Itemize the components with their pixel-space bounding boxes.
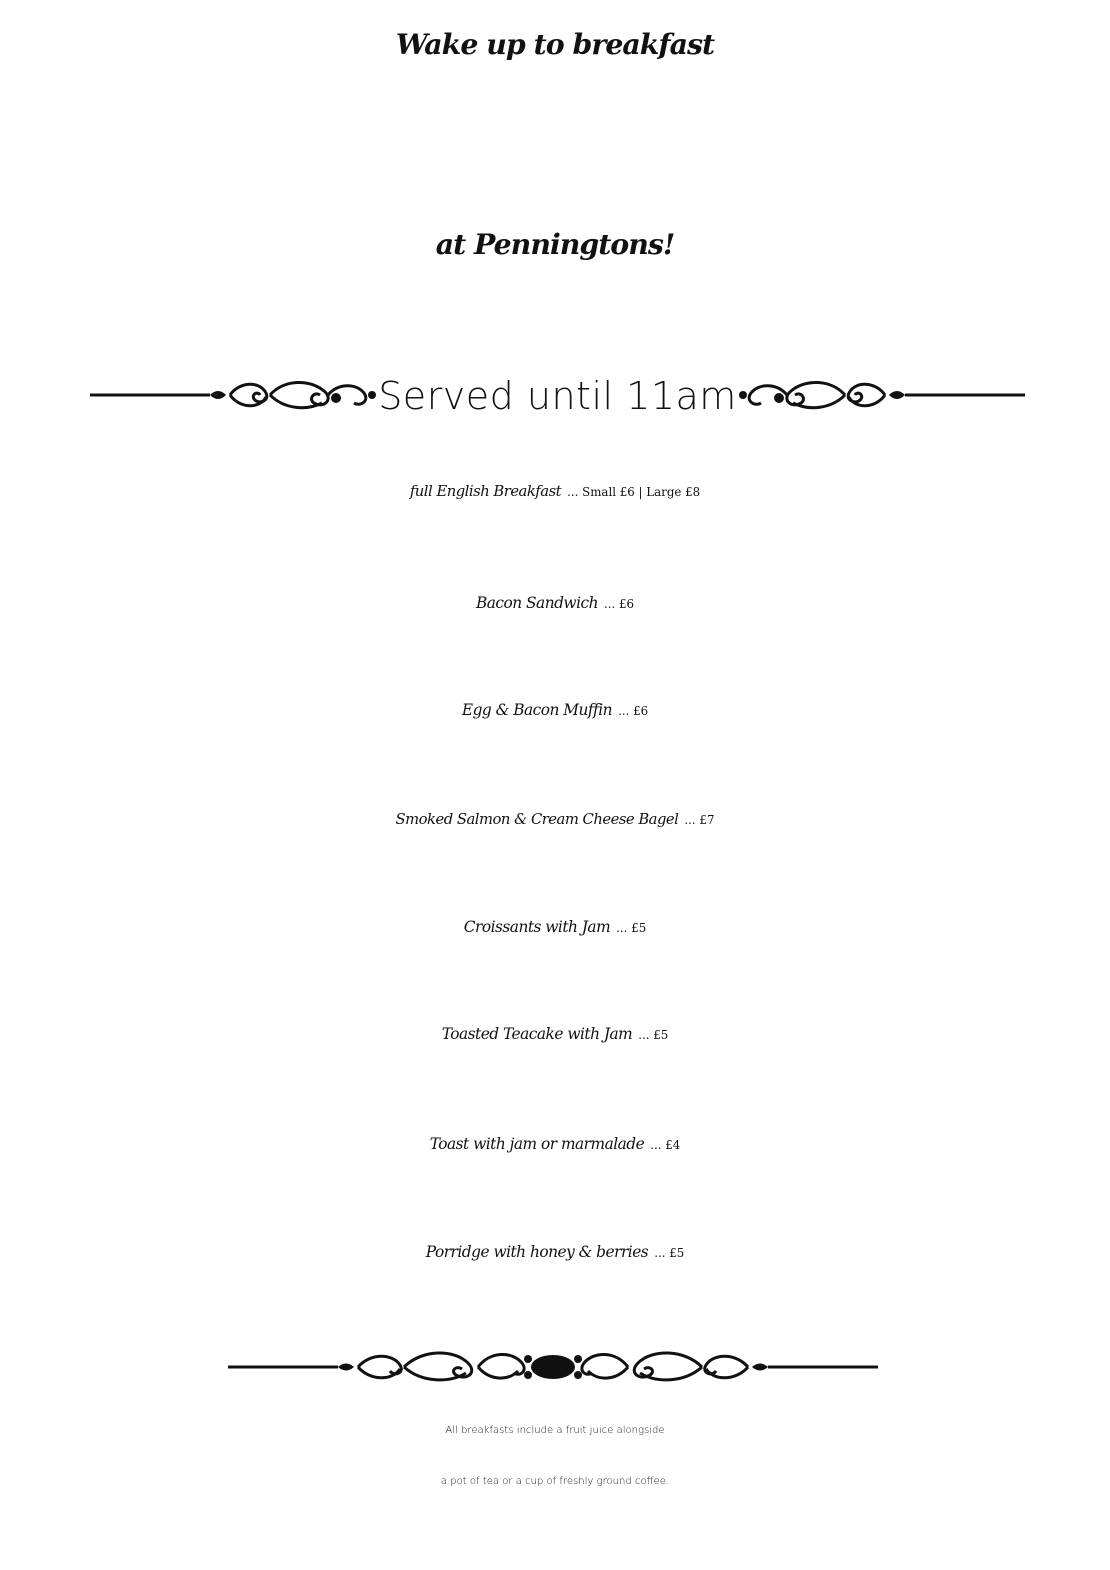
menu-item — [0, 484, 1110, 500]
menu-item — [0, 812, 1110, 828]
menu-item-name: Toast with jam or marmalade — [429, 1135, 645, 1153]
menu-item-name: Porridge with honey & berries — [425, 1243, 649, 1261]
menu-item-price: ... £6 — [618, 704, 649, 718]
bottom-flourish-icon — [228, 1345, 878, 1389]
menu-title-line-1: Wake up to breakfast — [395, 27, 715, 61]
menu-item — [0, 703, 1110, 719]
menu-item-name: Bacon Sandwich — [475, 594, 598, 612]
menu-item — [0, 920, 1110, 936]
menu-item-price: ... £7 — [684, 813, 715, 827]
menu-title-line-2: at Penningtons! — [435, 227, 675, 261]
menu-item — [0, 1245, 1110, 1261]
menu-item — [0, 1027, 1110, 1043]
menu-item-price: ... Small £6 | Large £8 — [567, 485, 701, 499]
right-flourish-icon — [735, 370, 1025, 420]
menu-item-name: full English Breakfast — [409, 483, 562, 500]
served-until-text: Served until 11am — [378, 374, 737, 418]
menu-item-price: ... £4 — [650, 1138, 681, 1152]
menu-item-name: Smoked Salmon & Cream Cheese Bagel — [395, 811, 679, 828]
served-until-divider — [90, 370, 1025, 420]
menu-item-price: ... £5 — [616, 921, 647, 935]
menu-item-name: Toasted Teacake with Jam — [441, 1025, 633, 1043]
footer-note-line-1: All breakfasts include a fruit juice alongside — [445, 1425, 665, 1436]
menu-item-name: Egg & Bacon Muffin — [461, 701, 613, 719]
menu-item-price: ... £5 — [638, 1028, 669, 1042]
menu-item-price: ... £6 — [603, 597, 635, 611]
menu-item-price: ... £5 — [654, 1246, 685, 1260]
menu-item-name: Croissants with Jam — [463, 918, 611, 936]
menu-item — [0, 1137, 1110, 1153]
menu-item — [0, 596, 1110, 612]
footer-note-line-2: a pot of tea or a cup of freshly ground coffee. — [440, 1476, 670, 1487]
